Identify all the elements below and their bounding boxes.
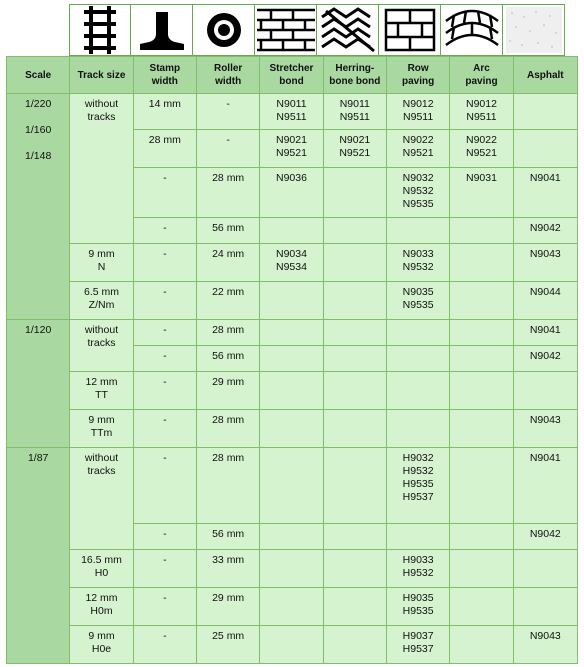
scale-cell: 1/87	[7, 448, 70, 664]
stretcher-cell	[260, 410, 323, 448]
roller-cell: -	[196, 130, 259, 168]
track-size-cell: 9 mm N	[70, 244, 133, 282]
stretcher-cell: N9021 N9521	[260, 130, 323, 168]
header-stretcher-bond: Stretcher bond	[260, 57, 323, 94]
roller-cell: 22 mm	[196, 282, 259, 320]
roller-icon	[193, 4, 255, 56]
arc-cell	[450, 626, 513, 664]
roller-cell: 25 mm	[196, 626, 259, 664]
track-stamp-table	[6, 56, 578, 664]
stretcher-cell	[260, 218, 323, 244]
row-cell	[386, 410, 449, 448]
roller-cell: 33 mm	[196, 550, 259, 588]
herring-cell	[323, 320, 386, 346]
stamp-cell: -	[133, 320, 196, 346]
arc-cell	[450, 550, 513, 588]
header-row-paving: Row paving	[386, 57, 449, 94]
row-cell	[386, 320, 449, 346]
asphalt-cell: N9041	[513, 168, 577, 218]
arc-cell	[450, 218, 513, 244]
herringbone-icon	[317, 4, 379, 56]
asphalt-cell	[513, 94, 577, 130]
track-size-cell: 12 mm TT	[70, 372, 133, 410]
table-row	[7, 626, 578, 664]
asphalt-cell: N9041	[513, 320, 577, 346]
stretcher-cell	[260, 320, 323, 346]
herring-cell	[323, 524, 386, 550]
herring-cell	[323, 448, 386, 524]
asphalt-cell	[513, 550, 577, 588]
header-stamp-width: Stamp width	[133, 57, 196, 94]
herring-cell	[323, 168, 386, 218]
asphalt-cell	[513, 588, 577, 626]
stamp-cell: -	[133, 626, 196, 664]
stamp-cell: -	[133, 168, 196, 218]
asphalt-cell: N9041	[513, 448, 577, 524]
stamp-cell: -	[133, 410, 196, 448]
herring-cell	[323, 626, 386, 664]
stretcher-cell: N9011 N9511	[260, 94, 323, 130]
header-track-size: Track size	[70, 57, 133, 94]
roller-cell: -	[196, 94, 259, 130]
row-cell: N9022 N9521	[386, 130, 449, 168]
row-cell: H9037 H9537	[386, 626, 449, 664]
roller-cell: 56 mm	[196, 346, 259, 372]
arc-cell	[450, 346, 513, 372]
roller-cell: 29 mm	[196, 588, 259, 626]
table-row	[7, 282, 578, 320]
arc-cell	[450, 410, 513, 448]
table-row	[7, 550, 578, 588]
arc-cell: N9012 N9511	[450, 94, 513, 130]
herring-cell	[323, 244, 386, 282]
track-size-cell: 6.5 mm Z/Nm	[70, 282, 133, 320]
row-cell: N9032 N9532 N9535	[386, 168, 449, 218]
arc-cell	[450, 588, 513, 626]
rail-profile-icon	[131, 4, 193, 56]
asphalt-cell: N9043	[513, 244, 577, 282]
table-row	[7, 372, 578, 410]
table-row	[7, 448, 578, 524]
row-cell: N9012 N9511	[386, 94, 449, 130]
roller-cell: 56 mm	[196, 524, 259, 550]
stamp-cell: -	[133, 244, 196, 282]
stamp-cell: -	[133, 524, 196, 550]
brick-stretcher-icon	[255, 4, 317, 56]
roller-cell: 28 mm	[196, 320, 259, 346]
row-cell: H9035 H9535	[386, 588, 449, 626]
asphalt-cell: N9043	[513, 626, 577, 664]
row-cell	[386, 372, 449, 410]
herring-cell	[323, 410, 386, 448]
header-herringbone-bond: Herring- bone bond	[323, 57, 386, 94]
track-size-cell: 9 mm H0e	[70, 626, 133, 664]
stamp-cell: -	[133, 218, 196, 244]
asphalt-cell	[513, 130, 577, 168]
track-size-cell: without tracks	[70, 448, 133, 550]
asphalt-cell: N9042	[513, 346, 577, 372]
track-size-cell: 9 mm TTm	[70, 410, 133, 448]
herring-cell: N9011 N9511	[323, 94, 386, 130]
row-paving-icon	[379, 4, 441, 56]
table-row	[7, 410, 578, 448]
herring-cell	[323, 218, 386, 244]
roller-cell: 56 mm	[196, 218, 259, 244]
stretcher-cell: N9036	[260, 168, 323, 218]
track-size-cell: 12 mm H0m	[70, 588, 133, 626]
herring-cell	[323, 372, 386, 410]
table-row	[7, 94, 578, 130]
roller-cell: 28 mm	[196, 168, 259, 218]
asphalt-cell: N9043	[513, 410, 577, 448]
stamp-cell: -	[133, 588, 196, 626]
row-cell	[386, 346, 449, 372]
arc-cell	[450, 282, 513, 320]
stretcher-cell	[260, 346, 323, 372]
arc-cell	[450, 524, 513, 550]
arc-cell	[450, 372, 513, 410]
stretcher-cell	[260, 448, 323, 524]
asphalt-cell: N9042	[513, 524, 577, 550]
header-row	[7, 57, 578, 94]
herring-cell	[323, 550, 386, 588]
stretcher-cell	[260, 524, 323, 550]
stretcher-cell	[260, 372, 323, 410]
stamp-cell: -	[133, 550, 196, 588]
stamp-cell: -	[133, 282, 196, 320]
herring-cell	[323, 282, 386, 320]
stretcher-cell: N9034 N9534	[260, 244, 323, 282]
asphalt-cell: N9044	[513, 282, 577, 320]
header-asphalt: Asphalt	[513, 57, 577, 94]
track-size-cell: 16.5 mm H0	[70, 550, 133, 588]
stretcher-cell	[260, 626, 323, 664]
arc-cell	[450, 448, 513, 524]
scale-cell: 1/120	[7, 320, 70, 448]
arc-cell	[450, 320, 513, 346]
row-cell: H9032 H9532 H9535 H9537	[386, 448, 449, 524]
row-cell	[386, 524, 449, 550]
header-scale: Scale	[7, 57, 70, 94]
table-row	[7, 244, 578, 282]
asphalt-icon	[503, 4, 565, 56]
pattern-icon-strip	[69, 4, 565, 56]
stretcher-cell	[260, 550, 323, 588]
arc-paving-icon	[441, 4, 503, 56]
stamp-cell: 28 mm	[133, 130, 196, 168]
roller-cell: 28 mm	[196, 448, 259, 524]
scale-cell: 1/220 1/160 1/148	[7, 94, 70, 320]
row-cell	[386, 218, 449, 244]
arc-cell: N9022 N9521	[450, 130, 513, 168]
row-cell: H9033 H9532	[386, 550, 449, 588]
stamp-cell: -	[133, 448, 196, 524]
herring-cell	[323, 346, 386, 372]
stretcher-cell	[260, 282, 323, 320]
stamp-cell: -	[133, 372, 196, 410]
row-cell: N9033 N9532	[386, 244, 449, 282]
asphalt-cell	[513, 372, 577, 410]
roller-cell: 28 mm	[196, 410, 259, 448]
row-cell: N9035 N9535	[386, 282, 449, 320]
header-arc-paving: Arc paving	[450, 57, 513, 94]
rail-track-icon	[69, 4, 131, 56]
stamp-cell: 14 mm	[133, 94, 196, 130]
stamp-cell: -	[133, 346, 196, 372]
track-size-cell: without tracks	[70, 94, 133, 244]
arc-cell: N9031	[450, 168, 513, 218]
roller-cell: 24 mm	[196, 244, 259, 282]
track-size-cell: without tracks	[70, 320, 133, 372]
table-row	[7, 588, 578, 626]
header-roller-width: Roller width	[196, 57, 259, 94]
asphalt-cell: N9042	[513, 218, 577, 244]
herring-cell	[323, 588, 386, 626]
stretcher-cell	[260, 588, 323, 626]
table-row	[7, 320, 578, 346]
arc-cell	[450, 244, 513, 282]
roller-cell: 29 mm	[196, 372, 259, 410]
herring-cell: N9021 N9521	[323, 130, 386, 168]
